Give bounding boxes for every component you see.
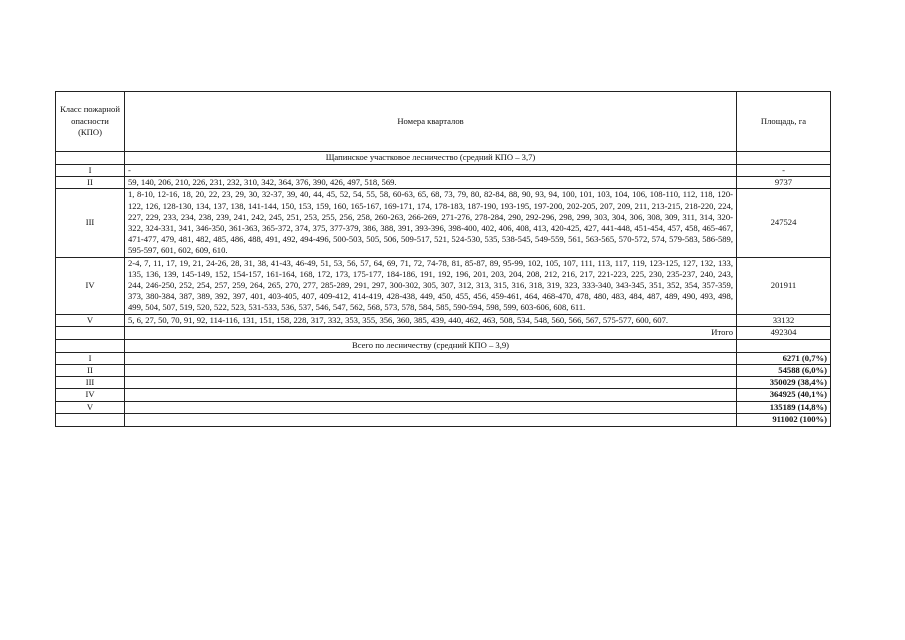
- section-title: Всего по лесничеству (средний КПО – 3,9): [125, 339, 737, 352]
- table-row: [56, 165, 831, 177]
- area-cell: 6271 (0,7%): [737, 352, 831, 364]
- header-area-cell: Площадь, га: [737, 92, 831, 152]
- class-cell: II: [56, 365, 125, 377]
- quarters-cell: 59, 140, 206, 210, 226, 231, 232, 310, 342, 364, 376, 390, 426, 497, 518, 569.: [125, 177, 737, 189]
- class-cell: IV: [56, 257, 125, 314]
- section-title-row: [56, 152, 831, 165]
- area-cell: 9737: [737, 177, 831, 189]
- header-class-cell: Класс пожарной опасности (КПО): [56, 92, 125, 152]
- empty-cell: [737, 152, 831, 165]
- summary-row: [56, 401, 831, 413]
- empty-cell: [56, 152, 125, 165]
- empty-cell: [56, 326, 125, 339]
- empty-cell: [56, 413, 125, 426]
- header-row: [56, 92, 831, 152]
- quarters-cell: 5, 6, 27, 50, 70, 91, 92, 114-116, 131, 151, 158, 228, 317, 332, 353, 355, 356, 360, 385, 439, 440, 462, 463, 508, 534, 548, 560, 566, 567, 575-577, 600, 607.: [125, 314, 737, 326]
- class-cell: III: [56, 377, 125, 389]
- area-cell: 54588 (6,0%): [737, 365, 831, 377]
- quarters-cell: 2-4, 7, 11, 17, 19, 21, 24-26, 28, 31, 38, 41-43, 46-49, 51, 53, 56, 57, 64, 69, 71, 72, 74-78, 81, 85-87, 89, 95-99, 102, 105, 107, 111, 113, 117, 119, 123-125, 127, 132, 133, 135, 136, 139, 145-149, 152, 154-157, 161-164, 168, 172, 173, 175-177, 184-186, 191, 192, 196, 201, 203, 204, 208, 212, 216, 217, 221-223, 225, 230, 235-237, 240, 243, 244, 246-250, 252, 254, 257, 259, 264, 265, 270, 277, 285-289, 291, 297, 300-302, 305, 307, 312, 313, 315, 316, 318, 319, 323, 333-340, 343-345, 351, 352, 354, 357-359, 373, 380-384, 387, 389, 392, 397, 401, 403-405, 407, 409-412, 414-419, 428-438, 449, 450, 455, 456, 459-461, 464, 468-470, 478, 480, 483, 484, 487, 489, 490, 493, 498, 499, 504, 507, 519, 520, 522, 523, 531-533, 536, 537, 546, 547, 562, 568, 573, 578, 584, 585, 590-594, 598, 599, 603-606, 608, 611.: [125, 257, 737, 314]
- total-label: Итого: [125, 326, 737, 339]
- area-cell: 350029 (38,4%): [737, 377, 831, 389]
- area-cell: 135189 (14,8%): [737, 401, 831, 413]
- summary-row: [56, 377, 831, 389]
- area-cell: 201911: [737, 257, 831, 314]
- header-numbers-cell: Номера кварталов: [125, 92, 737, 152]
- empty-cell: [125, 365, 737, 377]
- area-cell: -: [737, 165, 831, 177]
- grand-total-row: [56, 413, 831, 426]
- class-cell: I: [56, 165, 125, 177]
- class-cell: I: [56, 352, 125, 364]
- section-title: Щапинское участковое лесничество (средний КПО – 3,7): [125, 152, 737, 165]
- area-cell: 364925 (40,1%): [737, 389, 831, 401]
- table-row: [56, 189, 831, 257]
- empty-cell: [125, 377, 737, 389]
- summary-row: [56, 365, 831, 377]
- empty-cell: [56, 339, 125, 352]
- summary-row: [56, 352, 831, 364]
- table-row: [56, 177, 831, 189]
- area-cell: 247524: [737, 189, 831, 257]
- empty-cell: [737, 339, 831, 352]
- table-row: [56, 257, 831, 314]
- empty-cell: [125, 413, 737, 426]
- area-cell: 33132: [737, 314, 831, 326]
- empty-cell: [125, 401, 737, 413]
- quarters-cell: -: [125, 165, 737, 177]
- total-row: [56, 326, 831, 339]
- class-cell: IV: [56, 389, 125, 401]
- class-cell: III: [56, 189, 125, 257]
- grand-total-value: 911002 (100%): [737, 413, 831, 426]
- empty-cell: [125, 352, 737, 364]
- table-row: [56, 314, 831, 326]
- quarters-cell: 1, 8-10, 12-16, 18, 20, 22, 23, 29, 30, 32-37, 39, 40, 44, 45, 52, 54, 55, 58, 60-63, 65, 68, 73, 79, 80, 82-84, 88, 90, 93, 94, 100, 101, 103, 104, 106, 108-110, 112, 118, 120-122, 126, 128-130, 134, 137, 138, 141-144, 150, 153, 159, 160, 165-167, 169-171, 174, 178-183, 187-190, 193-195, 197-200, 202-205, 207, 209, 211, 213-215, 218-220, 224, 227, 229, 233, 234, 238, 239, 241, 242, 245, 251, 253, 255, 256, 258, 260-263, 266-269, 271-276, 278-284, 290, 292-296, 298, 299, 303, 304, 306, 308, 309, 311, 314, 320-322, 324-331, 341, 346-350, 361-363, 365-372, 374, 375, 377-379, 386, 388, 391, 393-396, 398-400, 402, 406, 408, 413, 420-425, 427, 441-448, 451-454, 457, 458, 465-467, 471-477, 479, 481, 482, 485, 486, 488, 491, 492, 494-496, 500-503, 505, 506, 509-517, 521, 524-530, 535, 538-545, 549-559, 561, 563-565, 570-572, 574, 579-583, 586-589, 595-597, 601, 602, 609, 610.: [125, 189, 737, 257]
- total-value: 492304: [737, 326, 831, 339]
- section-title-row: [56, 339, 831, 352]
- empty-cell: [125, 389, 737, 401]
- class-cell: II: [56, 177, 125, 189]
- class-cell: V: [56, 314, 125, 326]
- fire-danger-table: [55, 91, 831, 427]
- summary-row: [56, 389, 831, 401]
- class-cell: V: [56, 401, 125, 413]
